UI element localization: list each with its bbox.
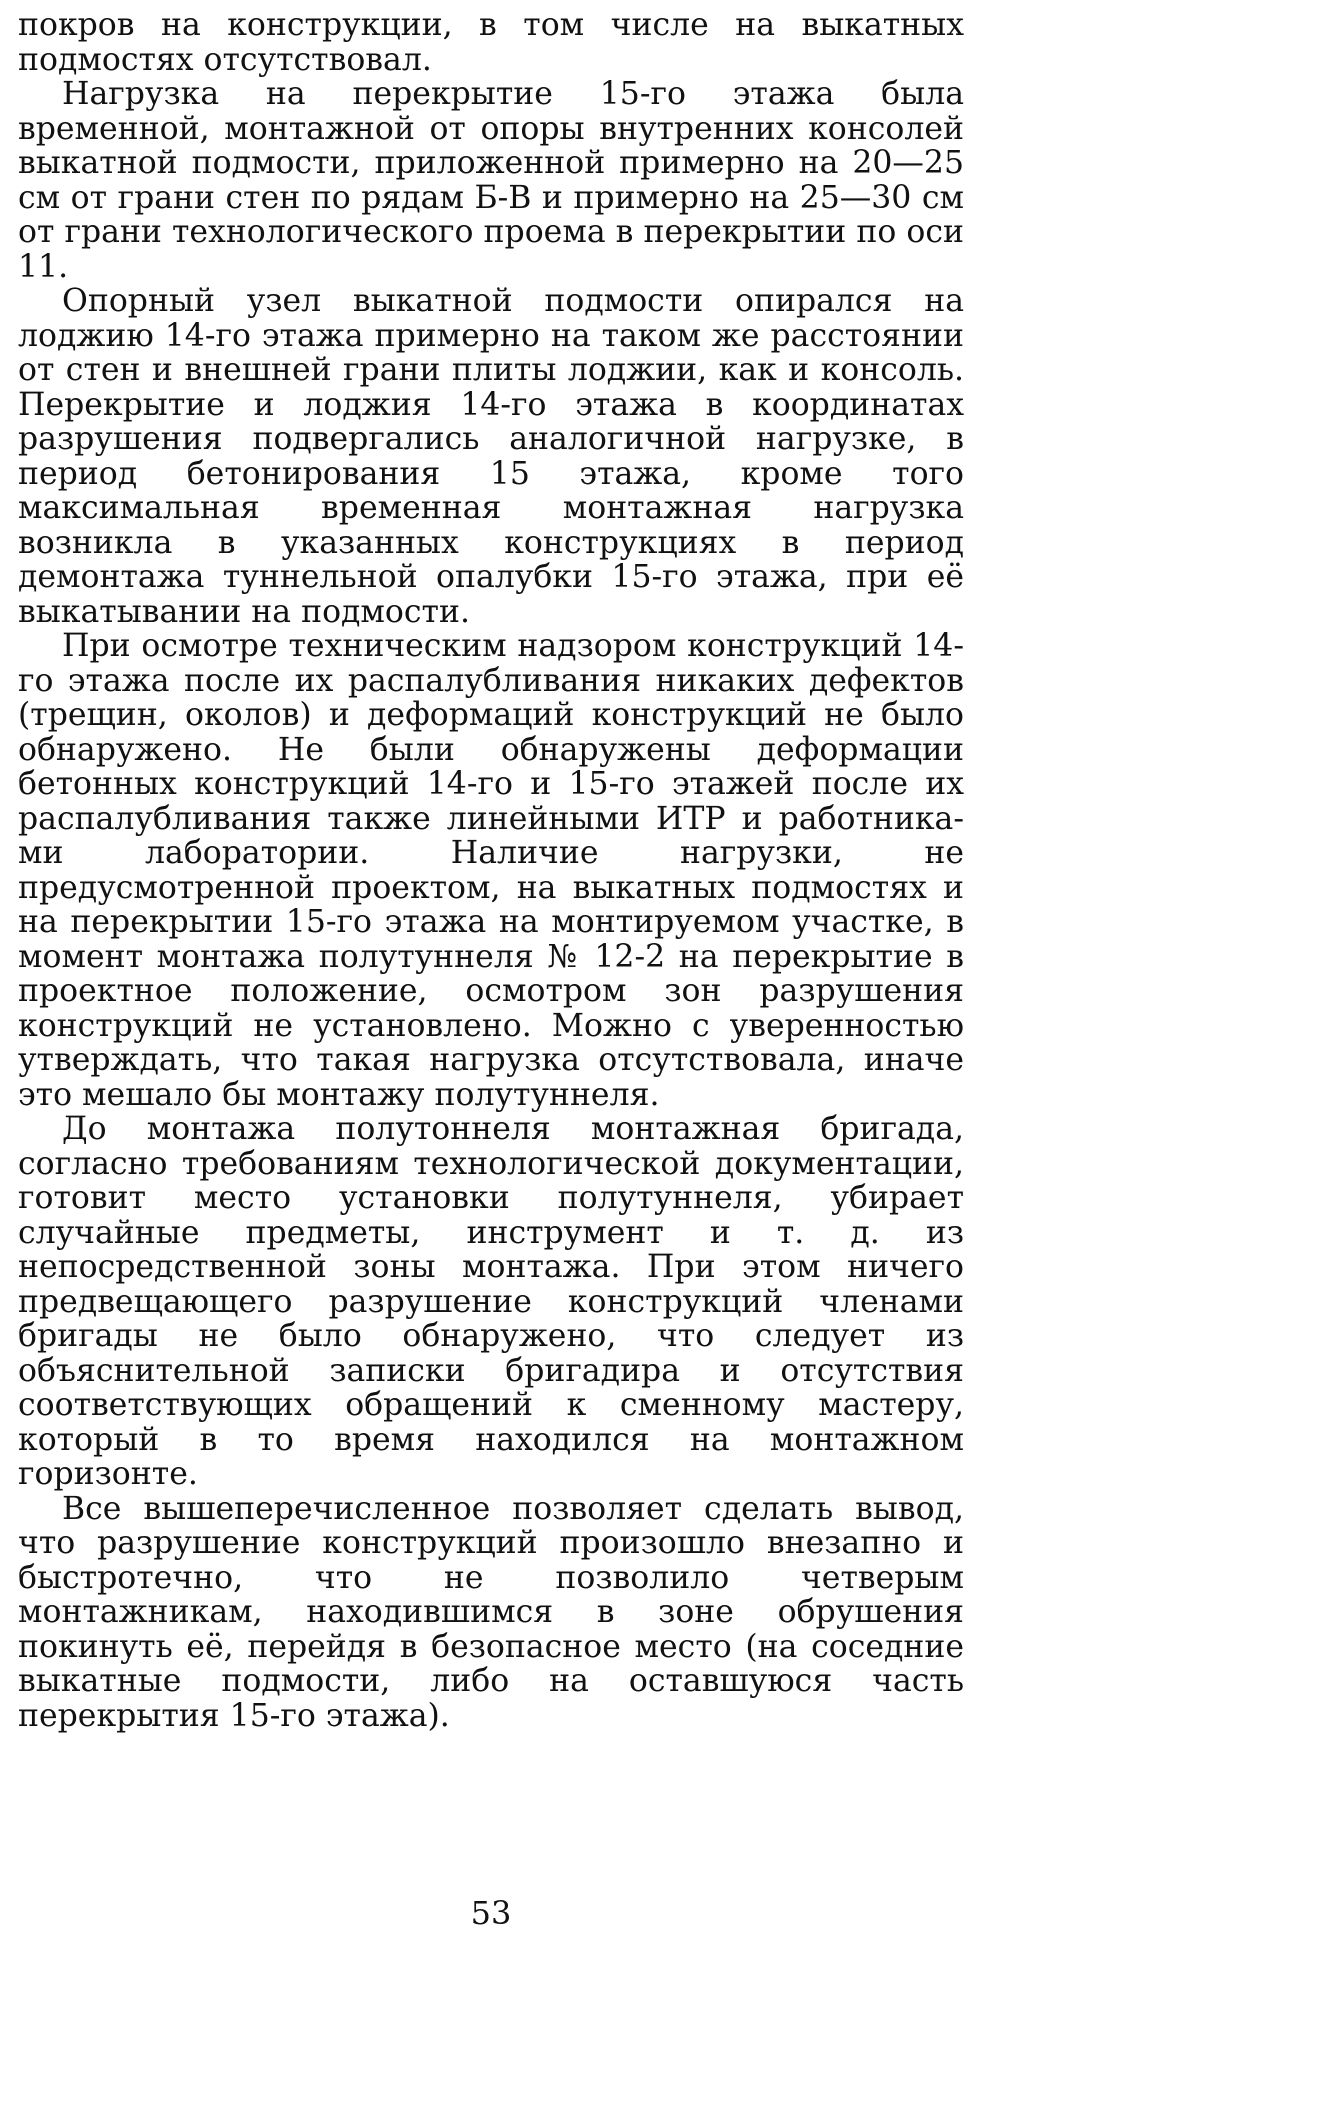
body-text — [18, 8, 964, 1733]
paragraph-load-on-slab: Нагрузка на перекрытие 15-го этажа была временной, монтажной от опоры внутренних консолей выкатной подмости, приложенной примерно на 20—25 см от грани стен по рядам Б-В и примерно на 25—30 см от грани технологического проема в перекрытии по оси 11. — [18, 76, 964, 285]
paragraph-continuation: покров на конструкции, в том числе на выкатных подмостях отсутствовал. — [18, 7, 964, 78]
paragraph-conclusion: Все вышеперечисленное позволяет сделать вывод, что разрушение конструкций произошло внезапно и быстротечно, что не позволило четверым монтажникам, находившимся в зоне обрушения покинуть её, перейдя в безопасное место (на соседние выкатные подмости, либо на оставшуюся часть перекрытия 15-го этажа). — [18, 1490, 964, 1734]
paragraph-assembly-crew: До монтажа полутоннеля монтажная бригада, согласно требованиям технологической документации, готовит место установки полутуннеля, убирает случайные предметы, инструмент и т. д. из непосредственной зоны монтажа. При этом ничего предвещающего разрушение конструкций членами бригады не было обнаружено, что следует из объяснительной записки бригадира и отсутствия соответствующих обращений к сменному мастеру, который в то время находился на монтажном горизонте. — [18, 1111, 964, 1492]
page-number: 53 — [470, 1894, 512, 1932]
paragraph-inspection: При осмотре техническим надзором конструкций 14-го этажа после их распалубливания никаких дефектов (трещин, околов) и деформаций конструкций не было обнаружено. Не были обнаружены деформации бетонных конструкций 14-го и 15-го этажей после их распалубливания также линейными ИТР и работниками лаборатории. Наличие нагрузки, не предусмотренной проектом, на выкатных подмостях и на перекрытии 15-го этажа на монтируемом участке, в момент монтажа полутуннеля № 12-2 на перекрытие в проектное положение, осмотром зон разрушения конструкций не установлено. Можно с уверенностью утверждать, что такая нагрузка отсутствовала, иначе это мешало бы монтажу полутуннеля. — [18, 628, 964, 1113]
paragraph-support-node: Опорный узел выкатной подмости опирался на лоджию 14-го этажа примерно на таком же расстоянии от стен и внешней грани плиты лоджии, как и консоль. Перекрытие и лоджия 14-го этажа в координатах разрушения подвергались аналогичной нагрузке, в период бетонирования 15 этажа, кроме того максимальная временная монтажная нагрузка возникла в указанных конструкциях в период демонтажа туннельной опалубки 15-го этажа, при её выкатывании на подмости. — [18, 283, 964, 630]
